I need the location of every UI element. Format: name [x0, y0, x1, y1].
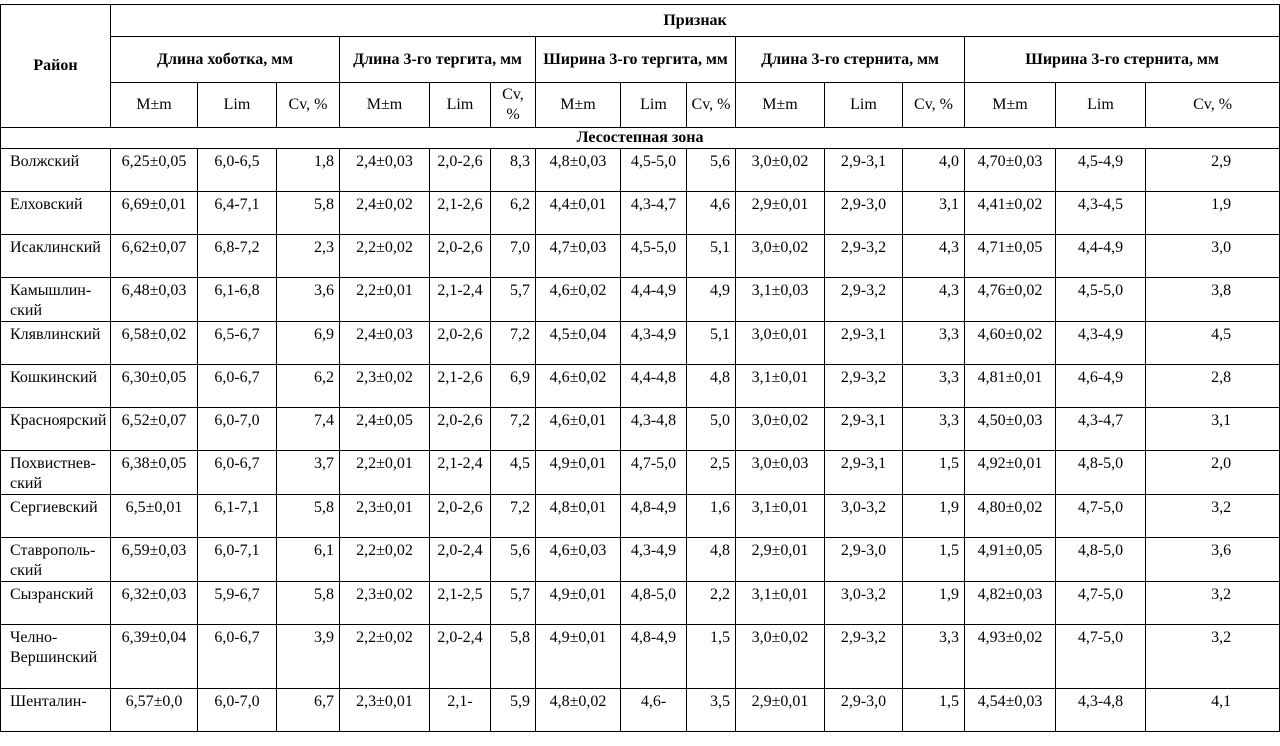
subheader-cv: Cv, %	[1146, 83, 1280, 128]
cell-mean: 4,92±0,01	[965, 451, 1056, 495]
cell-mean: 3,0±0,02	[736, 625, 825, 689]
cell-range: 6,1-7,1	[198, 495, 277, 538]
cell-cv: 4,1	[1146, 689, 1280, 732]
district-name: Камышлин-ский	[1, 278, 111, 322]
cell-range: 2,9-3,0	[825, 192, 903, 235]
cell-range: 4,3-4,9	[1056, 322, 1146, 365]
table-row	[1, 278, 1280, 322]
cell-range: 2,1-2,4	[430, 451, 491, 495]
cell-mean: 3,0±0,03	[736, 451, 825, 495]
district-name: Елховский	[1, 192, 111, 235]
cell-mean: 4,6±0,02	[536, 365, 621, 408]
cell-cv: 7,0	[491, 235, 536, 278]
group-header-proboscis-length: Длина хоботка, мм	[111, 37, 340, 83]
cell-mean: 4,50±0,03	[965, 408, 1056, 451]
cell-cv: 5,8	[277, 192, 340, 235]
cell-range: 2,9-3,0	[825, 689, 903, 732]
cell-mean: 6,52±0,07	[111, 408, 198, 451]
table-row	[1, 582, 1280, 625]
cell-cv: 3,2	[1146, 495, 1280, 538]
cell-range: 4,8-5,0	[1056, 451, 1146, 495]
cell-mean: 2,3±0,02	[340, 365, 430, 408]
cell-range: 2,9-3,2	[825, 625, 903, 689]
cell-cv: 7,4	[277, 408, 340, 451]
cell-range: 2,1-	[430, 689, 491, 732]
cell-range: 6,4-7,1	[198, 192, 277, 235]
cell-range: 2,1-2,5	[430, 582, 491, 625]
cell-cv: 5,9	[491, 689, 536, 732]
cell-mean: 4,9±0,01	[536, 625, 621, 689]
cell-mean: 3,0±0,01	[736, 322, 825, 365]
cell-range: 6,8-7,2	[198, 235, 277, 278]
cell-range: 4,4-4,8	[621, 365, 687, 408]
cell-cv: 6,9	[277, 322, 340, 365]
cell-cv: 5,7	[491, 582, 536, 625]
cell-mean: 3,0±0,02	[736, 235, 825, 278]
cell-mean: 6,32±0,03	[111, 582, 198, 625]
cell-mean: 2,9±0,01	[736, 689, 825, 732]
cell-mean: 6,38±0,05	[111, 451, 198, 495]
cell-range: 4,3-4,5	[1056, 192, 1146, 235]
cell-mean: 4,70±0,03	[965, 149, 1056, 192]
district-name: Похвистнев-ский	[1, 451, 111, 495]
subheader-lim: Lim	[198, 83, 277, 128]
subheader-lim: Lim	[621, 83, 687, 128]
cell-mean: 2,4±0,02	[340, 192, 430, 235]
subheader-m: M±m	[736, 83, 825, 128]
cell-mean: 2,2±0,02	[340, 235, 430, 278]
cell-range: 4,7-5,0	[1056, 625, 1146, 689]
cell-cv: 3,3	[903, 408, 965, 451]
morphometry-table	[0, 4, 1280, 732]
cell-cv: 4,5	[491, 451, 536, 495]
cell-cv: 1,9	[903, 495, 965, 538]
cell-range: 2,9-3,0	[825, 538, 903, 582]
subheader-cv: Cv, %	[491, 83, 536, 128]
subheader-lim: Lim	[1056, 83, 1146, 128]
district-name: Сызранский	[1, 582, 111, 625]
cell-mean: 3,0±0,02	[736, 408, 825, 451]
cell-mean: 6,62±0,07	[111, 235, 198, 278]
subheader-cv: Cv, %	[277, 83, 340, 128]
cell-range: 6,0-6,7	[198, 365, 277, 408]
cell-range: 4,7-5,0	[621, 451, 687, 495]
table-row	[1, 538, 1280, 582]
cell-mean: 4,8±0,02	[536, 689, 621, 732]
district-name: Сергиевский	[1, 495, 111, 538]
cell-mean: 4,7±0,03	[536, 235, 621, 278]
table-row	[1, 235, 1280, 278]
cell-cv: 5,1	[687, 235, 736, 278]
group-header-sternite-width: Ширина 3-го стернита, мм	[965, 37, 1280, 83]
cell-mean: 4,8±0,01	[536, 495, 621, 538]
cell-mean: 6,30±0,05	[111, 365, 198, 408]
cell-mean: 2,2±0,02	[340, 625, 430, 689]
cell-mean: 2,9±0,01	[736, 192, 825, 235]
cell-range: 2,9-3,2	[825, 278, 903, 322]
cell-mean: 4,82±0,03	[965, 582, 1056, 625]
cell-range: 2,1-2,4	[430, 278, 491, 322]
cell-mean: 2,3±0,01	[340, 689, 430, 732]
group-header-tergite-length: Длина 3-го тергита, мм	[340, 37, 536, 83]
cell-range: 4,8-4,9	[621, 625, 687, 689]
cell-cv: 5,1	[687, 322, 736, 365]
district-name: Ставрополь-ский	[1, 538, 111, 582]
cell-range: 4,8-4,9	[621, 495, 687, 538]
cell-range: 2,1-2,6	[430, 192, 491, 235]
cell-mean: 4,60±0,02	[965, 322, 1056, 365]
cell-cv: 3,6	[1146, 538, 1280, 582]
cell-cv: 3,3	[903, 322, 965, 365]
cell-range: 2,9-3,2	[825, 365, 903, 408]
cell-mean: 2,3±0,01	[340, 495, 430, 538]
cell-cv: 6,2	[491, 192, 536, 235]
cell-mean: 4,81±0,01	[965, 365, 1056, 408]
cell-mean: 3,1±0,01	[736, 495, 825, 538]
cell-range: 2,0-2,6	[430, 322, 491, 365]
cell-cv: 5,6	[687, 149, 736, 192]
cell-cv: 1,5	[687, 625, 736, 689]
cell-cv: 7,2	[491, 408, 536, 451]
cell-mean: 4,80±0,02	[965, 495, 1056, 538]
cell-cv: 6,7	[277, 689, 340, 732]
cell-mean: 2,4±0,05	[340, 408, 430, 451]
cell-cv: 3,2	[1146, 582, 1280, 625]
cell-range: 4,3-4,9	[621, 538, 687, 582]
cell-range: 2,0-2,4	[430, 538, 491, 582]
cell-mean: 4,5±0,04	[536, 322, 621, 365]
cell-cv: 3,0	[1146, 235, 1280, 278]
district-header: Район	[1, 5, 111, 128]
table-row	[1, 365, 1280, 408]
cell-range: 6,5-6,7	[198, 322, 277, 365]
cell-range: 4,7-5,0	[1056, 582, 1146, 625]
cell-cv: 2,8	[1146, 365, 1280, 408]
cell-cv: 3,2	[1146, 625, 1280, 689]
cell-mean: 4,6±0,02	[536, 278, 621, 322]
cell-cv: 2,9	[1146, 149, 1280, 192]
cell-range: 2,9-3,1	[825, 408, 903, 451]
cell-mean: 6,25±0,05	[111, 149, 198, 192]
cell-cv: 6,1	[277, 538, 340, 582]
table-row	[1, 149, 1280, 192]
cell-mean: 4,8±0,03	[536, 149, 621, 192]
cell-cv: 2,3	[277, 235, 340, 278]
cell-range: 6,0-6,7	[198, 451, 277, 495]
cell-cv: 5,7	[491, 278, 536, 322]
cell-mean: 6,5±0,01	[111, 495, 198, 538]
cell-range: 2,0-2,6	[430, 235, 491, 278]
cell-cv: 4,8	[687, 365, 736, 408]
cell-range: 6,0-6,5	[198, 149, 277, 192]
cell-cv: 3,3	[903, 365, 965, 408]
subheader-cv: Cv, %	[687, 83, 736, 128]
cell-range: 2,0-2,6	[430, 149, 491, 192]
cell-range: 2,9-3,1	[825, 322, 903, 365]
cell-cv: 5,8	[277, 582, 340, 625]
cell-range: 2,0-2,6	[430, 495, 491, 538]
table-row	[1, 689, 1280, 732]
cell-cv: 4,6	[687, 192, 736, 235]
cell-cv: 7,2	[491, 495, 536, 538]
cell-mean: 2,2±0,02	[340, 538, 430, 582]
cell-cv: 5,8	[277, 495, 340, 538]
cell-cv: 1,9	[903, 582, 965, 625]
group-header-sternite-length: Длина 3-го стернита, мм	[736, 37, 965, 83]
cell-mean: 2,4±0,03	[340, 322, 430, 365]
cell-range: 4,4-4,9	[621, 278, 687, 322]
cell-range: 4,5-4,9	[1056, 149, 1146, 192]
district-name: Исаклинский	[1, 235, 111, 278]
cell-cv: 4,8	[687, 538, 736, 582]
cell-cv: 3,6	[277, 278, 340, 322]
cell-range: 4,8-5,0	[621, 582, 687, 625]
cell-mean: 4,54±0,03	[965, 689, 1056, 732]
cell-range: 6,1-6,8	[198, 278, 277, 322]
subheader-lim: Lim	[430, 83, 491, 128]
cell-cv: 1,5	[903, 451, 965, 495]
cell-cv: 6,2	[277, 365, 340, 408]
cell-range: 4,3-4,8	[1056, 689, 1146, 732]
cell-range: 4,6-	[621, 689, 687, 732]
cell-mean: 2,2±0,01	[340, 278, 430, 322]
cell-range: 2,9-3,1	[825, 149, 903, 192]
cell-cv: 3,3	[903, 625, 965, 689]
cell-mean: 4,4±0,01	[536, 192, 621, 235]
cell-cv: 1,5	[903, 689, 965, 732]
cell-cv: 1,9	[1146, 192, 1280, 235]
cell-range: 6,0-6,7	[198, 625, 277, 689]
cell-cv: 4,9	[687, 278, 736, 322]
district-name: Кошкинский	[1, 365, 111, 408]
cell-mean: 4,93±0,02	[965, 625, 1056, 689]
district-name: Красноярский	[1, 408, 111, 451]
cell-cv: 3,9	[277, 625, 340, 689]
subheader-lim: Lim	[825, 83, 903, 128]
cell-mean: 6,48±0,03	[111, 278, 198, 322]
cell-cv: 5,6	[491, 538, 536, 582]
cell-cv: 2,5	[687, 451, 736, 495]
cell-range: 4,7-5,0	[1056, 495, 1146, 538]
cell-cv: 3,7	[277, 451, 340, 495]
cell-range: 2,0-2,4	[430, 625, 491, 689]
cell-cv: 8,3	[491, 149, 536, 192]
table-row	[1, 408, 1280, 451]
zone-label: Лесостепная зона	[1, 128, 1280, 149]
cell-range: 3,0-3,2	[825, 495, 903, 538]
cell-mean: 4,76±0,02	[965, 278, 1056, 322]
cell-cv: 5,0	[687, 408, 736, 451]
cell-mean: 3,1±0,03	[736, 278, 825, 322]
cell-cv: 2,2	[687, 582, 736, 625]
cell-range: 5,9-6,7	[198, 582, 277, 625]
table-row	[1, 322, 1280, 365]
cell-cv: 7,2	[491, 322, 536, 365]
district-name: Челно-Вершинский	[1, 625, 111, 689]
district-name: Шенталин-	[1, 689, 111, 732]
table-row	[1, 625, 1280, 689]
cell-mean: 4,41±0,02	[965, 192, 1056, 235]
district-name: Волжский	[1, 149, 111, 192]
cell-range: 4,4-4,9	[1056, 235, 1146, 278]
table-row	[1, 451, 1280, 495]
cell-range: 4,6-4,9	[1056, 365, 1146, 408]
cell-mean: 6,69±0,01	[111, 192, 198, 235]
cell-range: 6,0-7,1	[198, 538, 277, 582]
cell-range: 4,3-4,8	[621, 408, 687, 451]
cell-range: 3,0-3,2	[825, 582, 903, 625]
subheader-m: M±m	[965, 83, 1056, 128]
cell-mean: 4,91±0,05	[965, 538, 1056, 582]
cell-cv: 4,3	[903, 278, 965, 322]
subheader-cv: Cv, %	[903, 83, 965, 128]
cell-cv: 4,0	[903, 149, 965, 192]
cell-cv: 1,6	[687, 495, 736, 538]
cell-cv: 4,5	[1146, 322, 1280, 365]
subheader-m: M±m	[340, 83, 430, 128]
cell-range: 4,5-5,0	[621, 235, 687, 278]
cell-mean: 6,57±0,0	[111, 689, 198, 732]
cell-cv: 5,8	[491, 625, 536, 689]
cell-mean: 2,4±0,03	[340, 149, 430, 192]
cell-range: 4,3-4,9	[621, 322, 687, 365]
cell-range: 2,1-2,6	[430, 365, 491, 408]
table-row	[1, 495, 1280, 538]
cell-mean: 2,2±0,01	[340, 451, 430, 495]
cell-range: 2,0-2,6	[430, 408, 491, 451]
cell-mean: 3,0±0,02	[736, 149, 825, 192]
cell-range: 4,8-5,0	[1056, 538, 1146, 582]
group-header-tergite-width: Ширина 3-го тергита, мм	[536, 37, 736, 83]
district-name: Клявлинский	[1, 322, 111, 365]
table-row	[1, 192, 1280, 235]
cell-mean: 4,9±0,01	[536, 582, 621, 625]
cell-cv: 2,0	[1146, 451, 1280, 495]
subheader-m: M±m	[536, 83, 621, 128]
subheader-row	[1, 83, 1280, 128]
cell-mean: 4,9±0,01	[536, 451, 621, 495]
cell-mean: 6,59±0,03	[111, 538, 198, 582]
cell-range: 6,0-7,0	[198, 408, 277, 451]
cell-range: 4,5-5,0	[1056, 278, 1146, 322]
cell-range: 6,0-7,0	[198, 689, 277, 732]
cell-range: 4,5-5,0	[621, 149, 687, 192]
cell-cv: 3,1	[1146, 408, 1280, 451]
cell-cv: 3,1	[903, 192, 965, 235]
cell-cv: 4,3	[903, 235, 965, 278]
cell-mean: 6,39±0,04	[111, 625, 198, 689]
cell-range: 4,3-4,7	[1056, 408, 1146, 451]
cell-mean: 2,3±0,02	[340, 582, 430, 625]
cell-cv: 1,8	[277, 149, 340, 192]
feature-header: Признак	[111, 5, 1280, 37]
cell-mean: 3,1±0,01	[736, 582, 825, 625]
cell-cv: 6,9	[491, 365, 536, 408]
cell-mean: 4,6±0,03	[536, 538, 621, 582]
cell-range: 4,3-4,7	[621, 192, 687, 235]
cell-mean: 4,6±0,01	[536, 408, 621, 451]
cell-mean: 4,71±0,05	[965, 235, 1056, 278]
cell-cv: 3,5	[687, 689, 736, 732]
data-table-container	[0, 4, 1280, 732]
cell-range: 2,9-3,1	[825, 451, 903, 495]
cell-mean: 6,58±0,02	[111, 322, 198, 365]
subheader-m: M±m	[111, 83, 198, 128]
cell-mean: 2,9±0,01	[736, 538, 825, 582]
cell-range: 2,9-3,2	[825, 235, 903, 278]
cell-cv: 1,5	[903, 538, 965, 582]
cell-mean: 3,1±0,01	[736, 365, 825, 408]
cell-cv: 3,8	[1146, 278, 1280, 322]
